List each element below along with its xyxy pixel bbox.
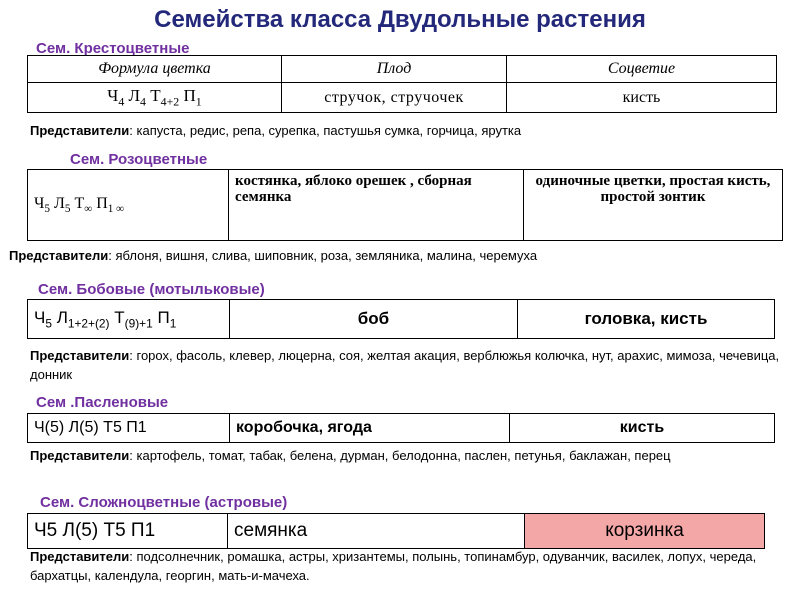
table-row <box>28 83 777 113</box>
fruit-cell: боб <box>230 300 518 339</box>
inflorescence-cell: кисть <box>510 414 775 443</box>
family-2-representatives: Представители: яблоня, вишня, слива, шиповник, роза, земляника, малина, черемуха <box>9 248 538 263</box>
fruit-cell: костянка, яблоко орешек , сборная семянка <box>229 170 524 241</box>
family-1-table <box>27 55 777 113</box>
family-4-name: Сем .Пасленовые <box>36 394 169 411</box>
flower-formula: Ч5 Л(5) Т5 П1 <box>28 514 228 549</box>
family-2-table <box>27 169 783 241</box>
rep-label: Представители <box>30 348 130 363</box>
table-row <box>28 170 783 241</box>
header-formula: Формула цветка <box>28 56 282 83</box>
family-1-representatives: Представители: капуста, редис, репа, сурепка, пастушья сумка, горчица, ярутка <box>30 123 522 138</box>
family-4-representatives: Представители: картофель, томат, табак, белена, дурман, белодонна, паслен, петунья, баклажан, перец <box>30 448 671 463</box>
table-row <box>28 300 775 339</box>
fruit-cell: стручок, стручочек <box>282 83 507 113</box>
rep-label: Представители <box>30 123 130 138</box>
family-5-representatives: Представители: подсолнечник, ромашка, астры, хризантемы, полынь, топинамбур, одуванчик, василек, лопух, череда, бархатцы, календула, георгин, мать-и-мачеха. <box>30 549 757 583</box>
rep-label: Представители <box>30 448 130 463</box>
flower-formula: $Ч_4$ $Л_4$ $Т_{4+2}$ $П_1$ <box>28 83 282 113</box>
rep-label: Представители <box>9 248 109 263</box>
family-3-name: Сем. Бобовые (мотыльковые) <box>38 281 265 298</box>
family-4-table <box>27 413 775 443</box>
rep-label: Представители <box>30 549 130 564</box>
flower-formula: Ч(5) Л(5) Т5 П1 <box>28 414 230 443</box>
family-3-representatives: Представители: горох, фасоль, клевер, люцерна, соя, желтая акация, верблюжья колючка, нут, арахис, мимоза, чечевица, донник <box>30 348 780 382</box>
inflorescence-cell: одиночные цветки, простая кисть, простой зонтик <box>524 170 783 241</box>
flower-formula: $Ч_5$ $Л_{1+2+(2)}$ $Т_{(9)+1}$ $П_1$ <box>28 300 230 339</box>
page-title: Семейства класса Двудольные растения <box>154 6 646 33</box>
family-1-name: Сем. Крестоцветные <box>36 40 190 57</box>
inflorescence-cell: головка, кисть <box>518 300 775 339</box>
table-row <box>28 514 765 549</box>
header-inflorescence: Соцветие <box>507 56 777 83</box>
family-5-name: Сем. Сложноцветные (астровые) <box>40 494 288 511</box>
fruit-cell: семянка <box>228 514 525 549</box>
family-3-table <box>27 299 775 339</box>
flower-formula: $Ч_5$ $Л_5$ $Т_\infty$ $П_{1 \infty}$ <box>28 170 229 241</box>
header-fruit: Плод <box>282 56 507 83</box>
inflorescence-cell: корзинка <box>525 514 765 549</box>
fruit-cell: коробочка, ягода <box>230 414 510 443</box>
table-header-row <box>28 56 777 83</box>
inflorescence-cell: кисть <box>507 83 777 113</box>
table-row <box>28 414 775 443</box>
family-2-name: Сем. Розоцветные <box>70 151 208 168</box>
family-5-table <box>27 513 765 549</box>
